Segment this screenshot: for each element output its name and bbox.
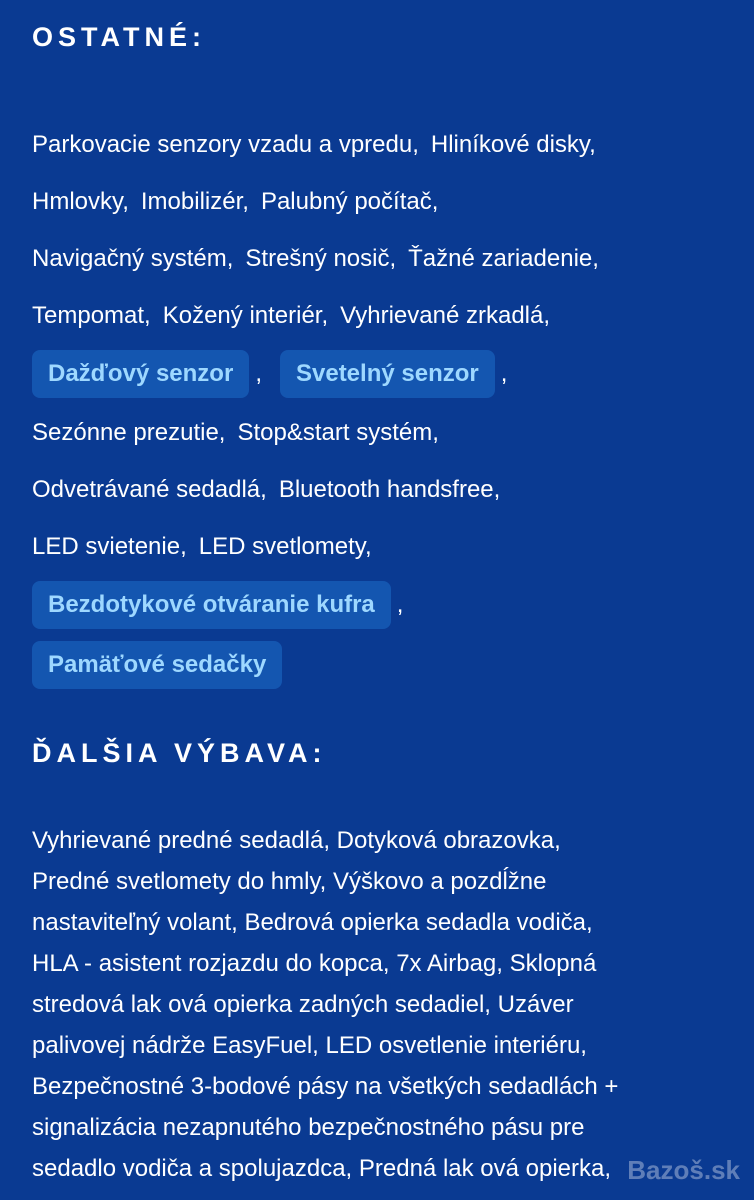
feature-item: Tempomat, bbox=[32, 301, 151, 329]
features-list bbox=[32, 116, 732, 695]
feature-item: Stop&start systém, bbox=[237, 418, 439, 446]
feature-row bbox=[32, 461, 732, 518]
comma-separator: , bbox=[396, 591, 404, 618]
text-line: signalizácia nezapnutého bezpečnostného pásu pre bbox=[32, 1114, 585, 1141]
section-title-dalsia-vybava: ĎALŠIA VÝBAVA: bbox=[32, 738, 327, 768]
feature-row bbox=[32, 518, 732, 575]
feature-chip-keyless-trunk[interactable]: Bezdotykové otváranie kufra bbox=[32, 581, 391, 629]
feature-item: Bluetooth handsfree, bbox=[278, 475, 501, 503]
feature-item: LED svetlomety, bbox=[198, 532, 372, 560]
text-line: Predné svetlomety do hmly, Výškovo a pozdĺžne bbox=[32, 868, 547, 895]
watermark-logo: Bazoš.sk bbox=[627, 1155, 740, 1185]
feature-row bbox=[32, 116, 732, 173]
feature-chip-row bbox=[32, 344, 732, 404]
feature-row bbox=[32, 404, 732, 461]
feature-item: Ťažné zariadenie, bbox=[408, 244, 599, 272]
feature-chip-memory-seats[interactable]: Pamäťové sedačky bbox=[32, 641, 282, 689]
feature-item: Imobilizér, bbox=[140, 187, 249, 215]
feature-item: Navigačný systém, bbox=[32, 244, 234, 272]
feature-item: Vyhrievané zrkadlá, bbox=[340, 301, 551, 329]
feature-chip-rain-sensor[interactable]: Dažďový senzor bbox=[32, 350, 249, 398]
feature-item: Strešný nosič, bbox=[245, 244, 397, 272]
feature-item: LED svietenie, bbox=[32, 532, 187, 560]
feature-item: Parkovacie senzory vzadu a vpredu, bbox=[32, 130, 419, 158]
feature-chip-light-sensor[interactable]: Svetelný senzor bbox=[280, 350, 495, 398]
text-line: HLA - asistent rozjazdu do kopca, 7x Airbag, Sklopná bbox=[32, 950, 597, 977]
comma-separator: , bbox=[500, 360, 508, 387]
text-line: stredová lak ová opierka zadných sedadiel, Uzáver bbox=[32, 991, 574, 1018]
text-line: palivovej nádrže EasyFuel, LED osvetlenie interiéru, bbox=[32, 1032, 587, 1059]
feature-row bbox=[32, 230, 732, 287]
text-line: Vyhrievané predné sedadlá, Dotyková obrazovka, bbox=[32, 827, 561, 854]
more-equipment-text bbox=[32, 820, 732, 1189]
feature-chip-row bbox=[32, 575, 732, 635]
feature-item: Palubný počítač, bbox=[260, 187, 439, 215]
feature-row bbox=[32, 287, 732, 344]
feature-item: Hliníkové disky, bbox=[430, 130, 596, 158]
feature-row bbox=[32, 173, 732, 230]
feature-item: Hmlovky, bbox=[32, 187, 129, 215]
feature-item: Kožený interiér, bbox=[162, 301, 329, 329]
comma-separator: , bbox=[255, 360, 262, 387]
text-line: Bezpečnostné 3-bodové pásy na všetkých sedadlách + bbox=[32, 1073, 619, 1100]
text-line: nastaviteľný volant, Bedrová opierka sedadla vodiča, bbox=[32, 909, 593, 936]
text-line: sedadlo vodiča a spolujazdca, Predná lak ová opierka, bbox=[32, 1155, 612, 1182]
section-title-ostatne: OSTATNÉ: bbox=[32, 22, 206, 52]
feature-item: Odvetrávané sedadlá, bbox=[32, 475, 267, 503]
feature-chip-row bbox=[32, 635, 732, 695]
feature-item: Sezónne prezutie, bbox=[32, 418, 226, 446]
